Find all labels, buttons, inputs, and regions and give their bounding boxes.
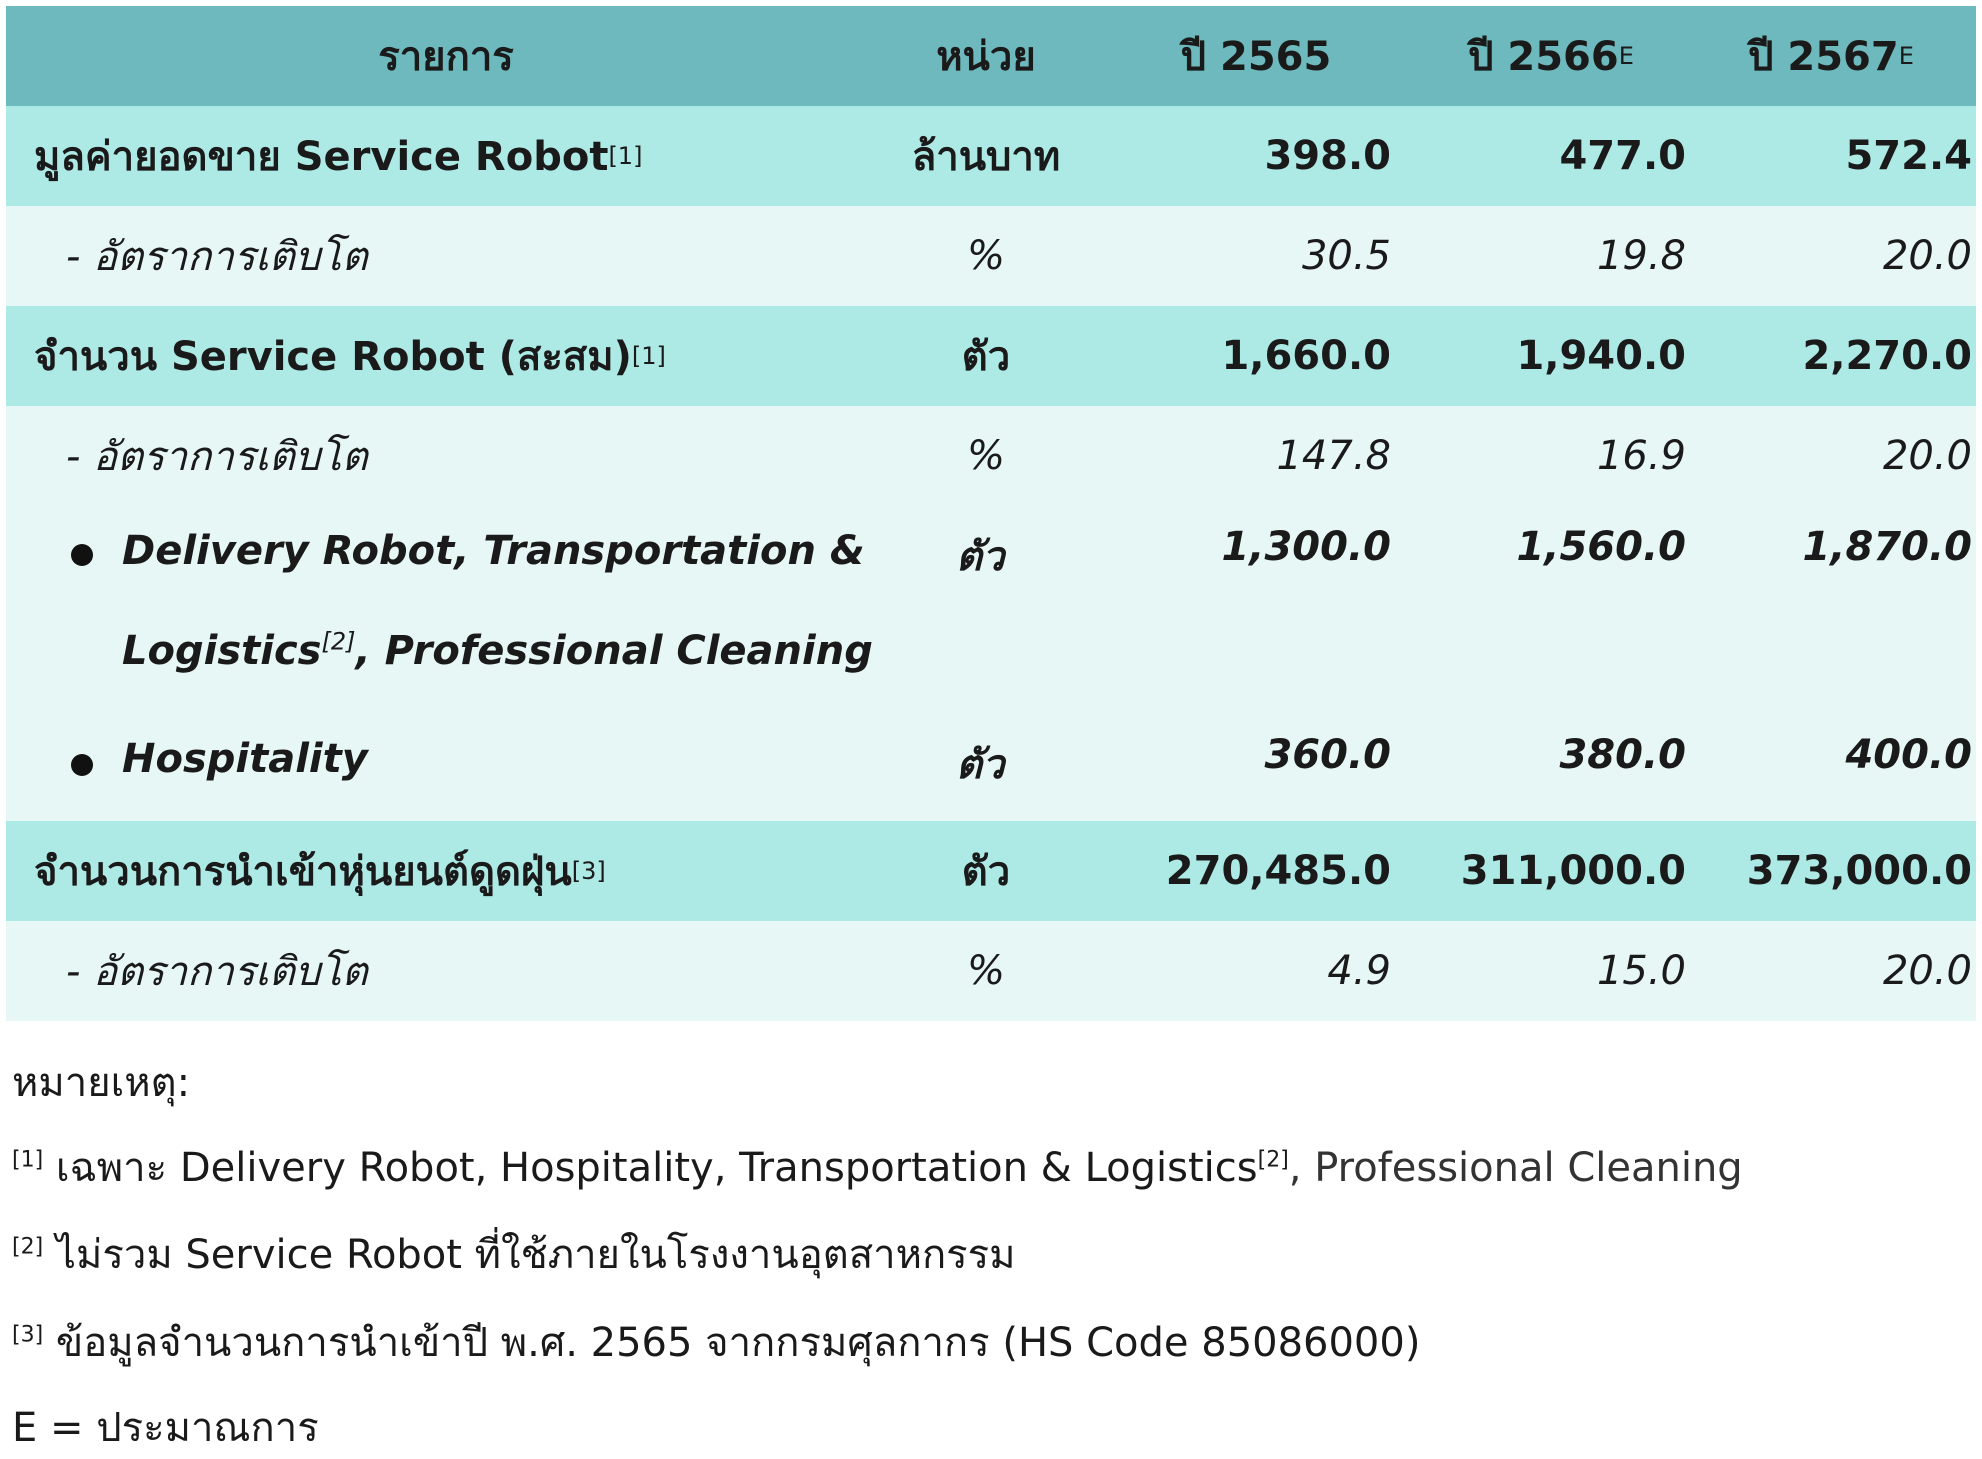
estimate-definition: E = ประมาณการ [12, 1405, 319, 1451]
footnote-2: [2] ไม่รวม Service Robot ที่ใช้ภายในโรงงานอุตสาหกรรม [12, 1232, 1016, 1278]
row-value-2565: 4.9 [1327, 948, 1391, 994]
row-unit: % [966, 233, 1005, 279]
row-value-2567: 20.0 [1882, 948, 1972, 994]
header-year-2565: ปี 2565 [1180, 34, 1332, 80]
row-unit: % [966, 948, 1005, 994]
row-label: - อัตราการเติบโต [66, 949, 368, 995]
row-label: จำนวน Service Robot (สะสม) [1] [34, 334, 666, 380]
row-value-2567: 373,000.0 [1746, 848, 1972, 894]
bullet-value-2565: 360.0 [1264, 732, 1391, 778]
row-unit: ตัว [961, 334, 1011, 380]
row-value-2567: 572.4 [1845, 133, 1972, 179]
footnote-1: [1] เฉพาะ Delivery Robot, Hospitality, Transportation & Logistics[2], Professional Cleaning [12, 1145, 1743, 1191]
bullet-value-2567: 1,870.0 [1802, 524, 1972, 570]
row-value-2566: 311,000.0 [1460, 848, 1686, 894]
row-label: - อัตราการเติบโต [66, 234, 368, 280]
row-value-2567: 2,270.0 [1802, 333, 1972, 379]
row-value-2566: 16.9 [1596, 433, 1686, 479]
row-value-2566: 15.0 [1596, 948, 1686, 994]
row-value-2565: 30.5 [1301, 233, 1391, 279]
bullet-value-2565: 1,300.0 [1221, 524, 1391, 570]
row-unit: ตัว [961, 849, 1011, 895]
bullet-dot [71, 544, 93, 566]
row-value-2566: 19.8 [1596, 233, 1686, 279]
table-row [6, 821, 1976, 921]
bullet-label-line2: Logistics[2], Professional Cleaning [122, 627, 873, 674]
header-unit: หน่วย [936, 34, 1036, 80]
table-row [6, 306, 1976, 406]
header-item: รายการ [378, 34, 514, 80]
row-unit: ล้านบาท [911, 134, 1061, 180]
row-label: จำนวนการนำเข้าหุ่นยนต์ดูดฝุ่น [3] [34, 849, 606, 895]
row-value-2565: 147.8 [1276, 433, 1391, 479]
bullet-label-line1: Delivery Robot, Transportation & [122, 528, 865, 574]
bullet-label-hospitality: Hospitality [122, 736, 368, 782]
row-value-2567: 20.0 [1882, 433, 1972, 479]
row-unit: % [966, 433, 1005, 479]
table-header [6, 6, 1976, 106]
table-row [6, 106, 1976, 206]
bullet-unit: ตัว [956, 534, 1005, 580]
table-row [6, 206, 1976, 306]
row-value-2567: 20.0 [1882, 233, 1972, 279]
header-year-2566: ปี 2566 E [1468, 34, 1634, 80]
row-value-2565: 398.0 [1264, 133, 1391, 179]
row-value-2566: 1,940.0 [1516, 333, 1686, 379]
table-row [6, 921, 1976, 1021]
header-year-2567: ปี 2567 E [1748, 34, 1914, 80]
notes-title: หมายเหตุ: [12, 1060, 191, 1106]
row-value-2566: 477.0 [1559, 133, 1686, 179]
bullet-value-2567: 400.0 [1845, 732, 1972, 778]
bullet-value-2566: 1,560.0 [1516, 524, 1686, 570]
bullet-dot [71, 754, 93, 776]
row-value-2565: 270,485.0 [1165, 848, 1391, 894]
row-label: มูลค่ายอดขาย Service Robot [1] [34, 134, 643, 180]
data-table [6, 6, 1976, 1021]
footnote-3: [3] ข้อมูลจำนวนการนำเข้าปี พ.ศ. 2565 จากกรมศุลกากร (HS Code 85086000) [12, 1320, 1421, 1366]
bullet-group [6, 506, 1976, 821]
bullet-unit: ตัว [956, 742, 1005, 788]
table-row [6, 406, 1976, 506]
row-value-2565: 1,660.0 [1221, 333, 1391, 379]
bullet-value-2566: 380.0 [1559, 732, 1686, 778]
row-label: - อัตราการเติบโต [66, 434, 368, 480]
